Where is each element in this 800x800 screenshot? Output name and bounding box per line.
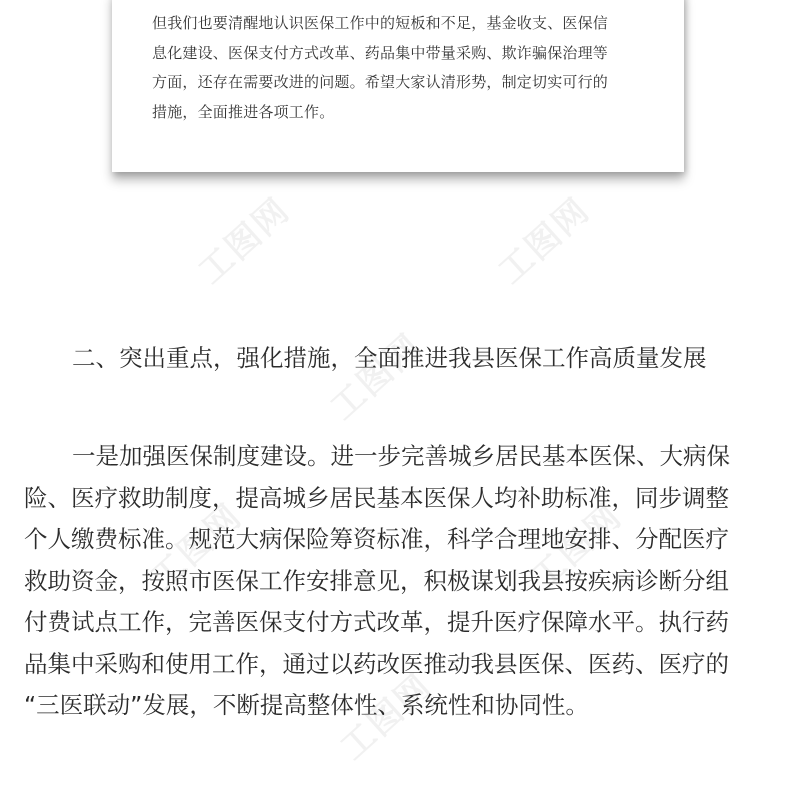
- watermark: 工图网: [490, 190, 598, 293]
- paragraph-line: 一是加强医保制度建设。进一步完善城乡居民基本医保、大病保: [72, 442, 730, 470]
- paragraph-line: 个人缴费标准。规范大病保险筹资标准，科学合理地安排、分配医疗: [24, 525, 729, 553]
- quote-card: [112, 0, 684, 172]
- section-heading: 二、突出重点，强化措施，全面推进我县医保工作高质量发展: [72, 344, 707, 372]
- card-text-line: 息化建设、医保支付方式改革、药品集中带量采购、欺诈骗保治理等: [152, 43, 609, 62]
- paragraph-line: “三医联动”发展，不断提高整体性、系统性和协同性。: [24, 691, 589, 719]
- watermark: 工图网: [332, 666, 440, 769]
- paragraph-line: 救助资金，按照市医保工作安排意见，积极谋划我县按疾病诊断分组: [24, 566, 729, 595]
- watermark: 工图网: [522, 496, 630, 599]
- paragraph-line: 付费试点工作，完善医保支付方式改革，提升医疗保障水平。执行药: [24, 608, 729, 636]
- paragraph-line: 品集中采购和使用工作，通过以药改医推动我县医保、医药、医疗的: [24, 649, 729, 678]
- card-text-line: 方面，还存在需要改进的问题。希望大家认清形势，制定切实可行的: [152, 73, 609, 91]
- card-text-line: 措施，全面推进各项工作。: [152, 102, 335, 121]
- watermark: 工图网: [142, 496, 250, 599]
- watermark: 工图网: [190, 190, 298, 293]
- watermark: 工图网: [322, 326, 430, 429]
- body-paragraph: [24, 436, 784, 727]
- paragraph-line: 险、医疗救助制度，提高城乡居民基本医保人均补助标准，同步调整: [24, 483, 729, 512]
- card-text-line: 但我们也要清醒地认识医保工作中的短板和不足，基金收支、医保信: [152, 14, 609, 32]
